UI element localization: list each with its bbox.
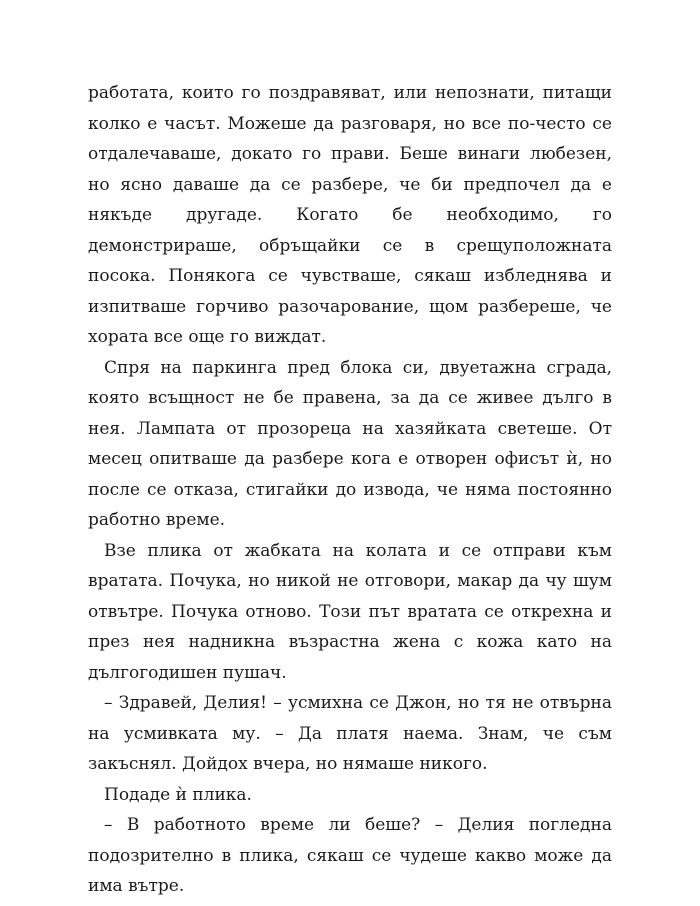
paragraph-6: – В работното време ли беше? – Делия погледна подозрително в плика, сякаш се чудеше какво може да има вътре. bbox=[88, 815, 612, 896]
paragraph-2: Спря на паркинга пред блока си, двуетажна сграда, която всъщност не бе правена, за да се живее дълго в нея. Лампата от прозореца на хазяйката светеше. От месец опитваше да разбере кога е отворен офисът ѝ, но после се отказа, стигайки до извода, че няма постоянно работно време. bbox=[88, 357, 612, 530]
paragraph-1: работата, които го поздравяват, или непознати, питащи колко е часът. Можеше да разговаря, но все по-често се отдалечаваше, докато го прави. Беше винаги любезен, но ясно даваше да се разбере, че би предпочел да е някъде другаде. Когато бе необходимо, го демонстрираше, обръщайки се в срещуположната посока. Понякога се чувстваше, сякаш избледнява и изпитваше горчиво разочарование, щом разбереше, че хората все още го виждат. bbox=[88, 83, 612, 347]
paragraph-4: – Здравей, Делия! – усмихна се Джон, но тя не отвърна на усмивката му. – Да платя наема. Знам, че съм закъснял. Дойдох вчера, но нямаше никого. bbox=[88, 693, 612, 774]
paragraph-3: Взе плика от жабката на колата и се отправи към вратата. Почука, но никой не отговори, макар да чу шум отвътре. Почука отново. Този път вратата се открехна и през нея надникна възрастна жена с кожа като на дългогодишен пушач. bbox=[88, 540, 612, 683]
book-page-text bbox=[88, 78, 612, 902]
paragraph-5: Подаде ѝ плика. bbox=[104, 784, 252, 805]
